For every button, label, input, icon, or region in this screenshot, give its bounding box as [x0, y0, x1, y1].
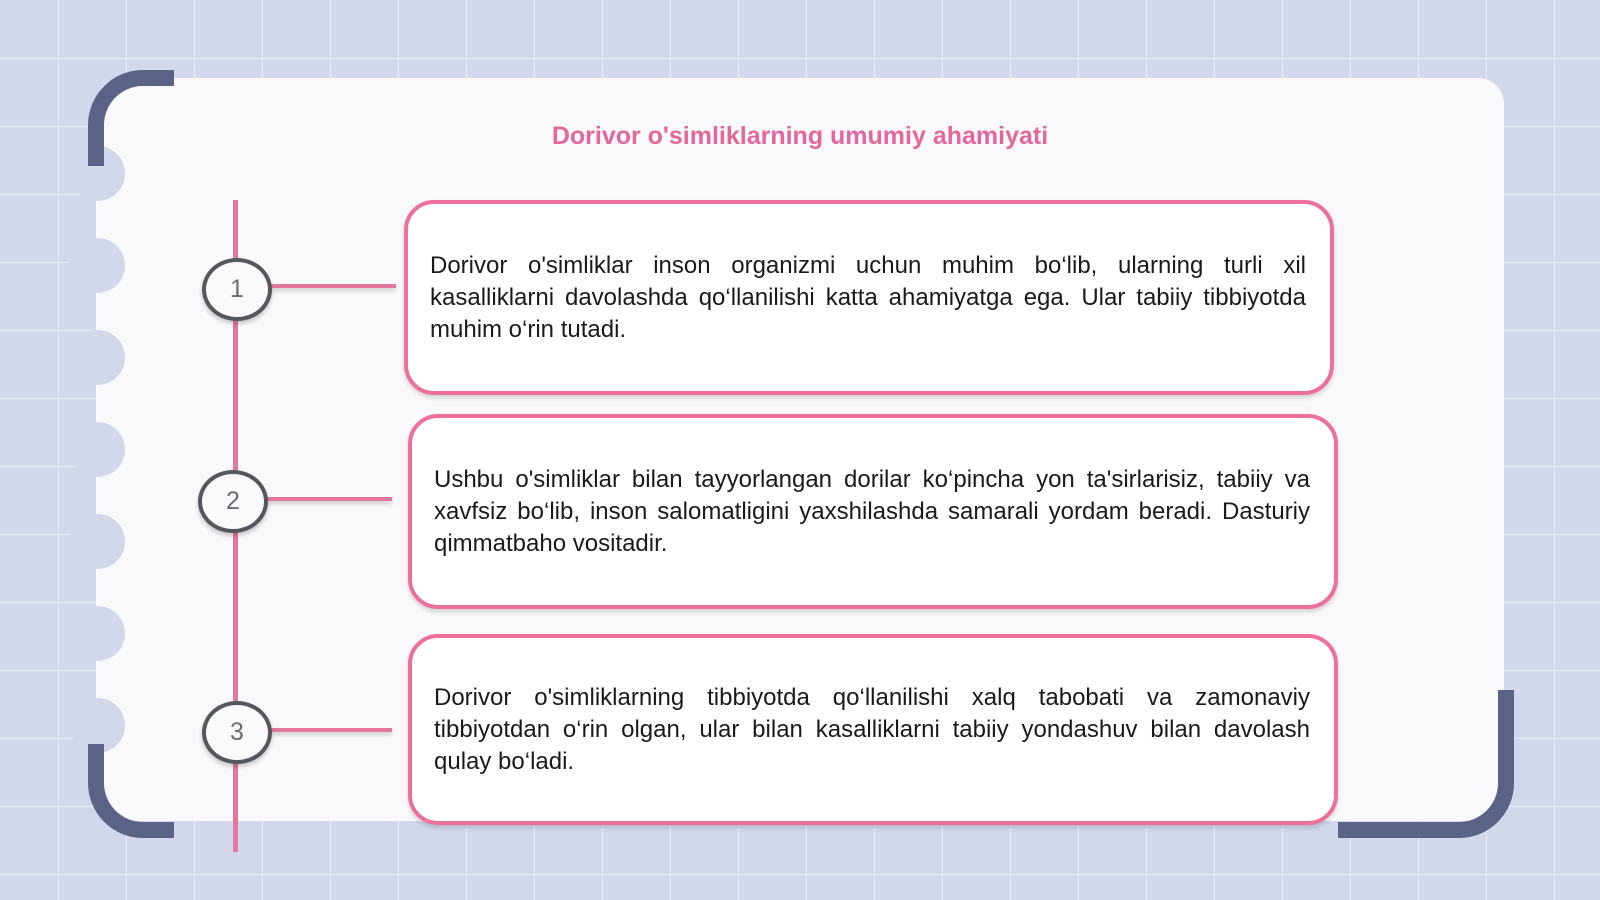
timeline-connector: [266, 284, 396, 288]
timeline-card: [408, 634, 1338, 825]
timeline-card: [408, 414, 1338, 609]
timeline-card-text: Dorivor o'simliklarning tibbiyotda qo‘llanilishi xalq tabobati va zamonaviy tibbiyotdan o‘rin olgan, ular bilan kasalliklarni tabiiy yondashuv bilan davolash qulay bo‘ladi.: [434, 683, 1310, 775]
timeline-step-badge: 3: [202, 701, 272, 764]
scallop-decoration: [70, 330, 125, 385]
scallop-decoration: [70, 238, 125, 293]
corner-bracket-bottom-right: [1338, 690, 1514, 838]
timeline-card-text: Dorivor o'simliklar inson organizmi uchun muhim bo‘lib, ularning turli xil kasalliklarni davolashda qo‘llanilishi katta ahamiyatga ega. Ular tabiiy tibbiyotda muhim o‘rin tutadi.: [430, 251, 1306, 343]
scallop-decoration: [70, 422, 125, 477]
timeline-step-badge: 1: [202, 258, 272, 321]
timeline-step-badge: 2: [198, 470, 268, 533]
scallop-decoration: [70, 606, 125, 661]
timeline-connector: [262, 497, 392, 501]
corner-bracket-top-left: [88, 70, 174, 166]
timeline-card: [404, 200, 1334, 395]
scallop-decoration: [70, 514, 125, 569]
slide-title: Dorivor o'simliklarning umumiy ahamiyati: [551, 122, 1049, 150]
timeline-card-text: Ushbu o'simliklar bilan tayyorlangan dorilar ko‘pincha yon ta'sirlarisiz, tabiiy va xavfsiz bo‘lib, inson salomatligini yaxshilashda samarali yordam beradi. Dasturiy qimmatbaho vositadir.: [434, 465, 1310, 557]
timeline-connector: [266, 728, 392, 732]
corner-bracket-bottom-left: [88, 744, 174, 838]
